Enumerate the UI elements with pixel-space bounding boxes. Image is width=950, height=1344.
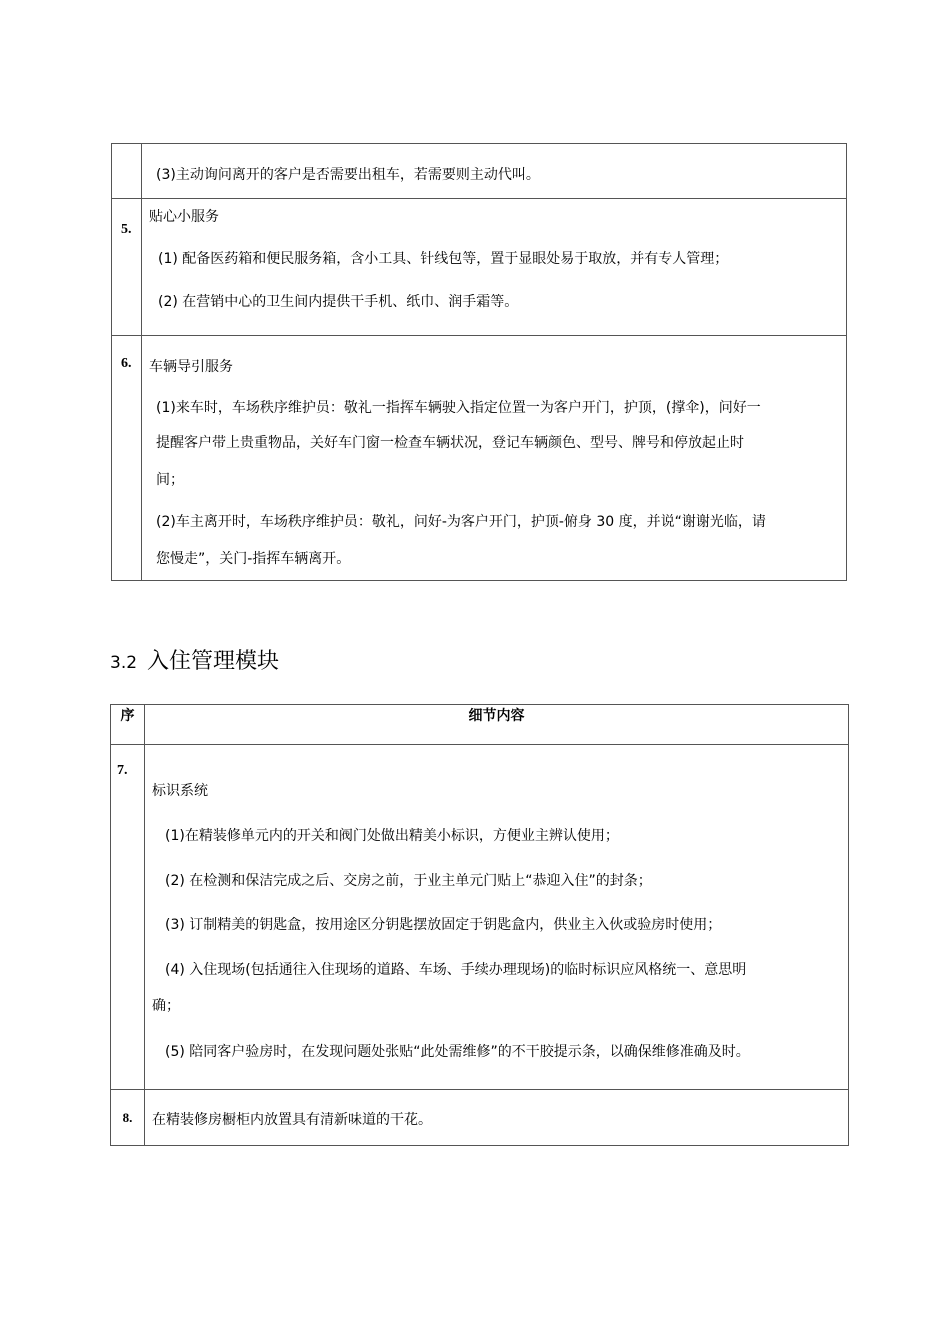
row-number [112,199,142,336]
content-line: (2)车主离开时，车场秩序维护员：敬礼，问好-为客户开门，护顶-俯身 30 度，并说“谢谢光临，请 [156,514,766,530]
row-number: 8. [111,1090,145,1146]
row-content [145,745,849,1090]
table-row [111,1090,849,1146]
row-content [142,199,847,336]
row-number [112,336,142,581]
section-heading [110,644,279,675]
content-line: 提醒客户带上贵重物品，关好车门窗一检查车辆状况，登记车辆颜色、型号、牌号和停放起止时 [156,435,744,451]
row-title: 标识系统 [152,783,208,799]
row-content [142,144,847,199]
row-content [145,1090,849,1146]
column-header-content: 细节内容 [145,705,849,745]
content-line: (1)在精装修单元内的开关和阀门处做出精美小标识，方便业主辨认使用； [165,828,619,844]
row-number-text: 5. [121,222,132,237]
check-in-table [110,704,849,1146]
content-line: (2) 在检测和保洁完成之后、交房之前，于业主单元门贴上“恭迎入住”的封条； [165,873,652,889]
content-line: 在精装修房橱柜内放置具有清新味道的干花。 [152,1112,432,1128]
row-content [142,336,847,581]
table-row [111,745,849,1090]
row-number [111,745,145,1090]
content-line: 间； [156,472,184,488]
section-number: 3.2 [110,653,138,673]
service-table [111,143,847,581]
table-row [112,144,847,199]
table-row [112,336,847,581]
content-line: 确； [152,998,180,1014]
content-line: (1) 配备医药箱和便民服务箱，含小工具、针线包等，置于显眼处易于取放，并有专人管理； [158,251,729,267]
content-line: (5) 陪同客户验房时，在发现问题处张贴“此处需维修”的不干胶提示条，以确保维修准确及时。 [165,1044,750,1060]
column-header-number: 序 [111,705,145,745]
row-number-text: 7. [117,763,128,778]
content-line: (4) 入住现场(包括通往入住现场的道路、车场、手续办理现场)的临时标识应风格统一、意思明 [165,962,747,978]
row-number [112,144,142,199]
content-line: (2) 在营销中心的卫生间内提供干手机、纸巾、润手霜等。 [158,294,519,310]
content-line: (3)主动询问离开的客户是否需要出租车，若需要则主动代叫。 [156,167,540,183]
row-number-text: 6. [121,356,132,371]
table-row [112,199,847,336]
row-title: 车辆导引服务 [149,359,233,375]
content-line: (1)来车时，车场秩序维护员：敬礼一指挥车辆驶入指定位置一为客户开门，护顶，(撑伞)，问好一 [156,400,761,416]
row-title: 贴心小服务 [149,209,219,225]
section-title: 入住管理模块 [147,649,280,674]
content-line: (3) 订制精美的钥匙盒，按用途区分钥匙摆放固定于钥匙盒内，供业主入伙或验房时使用； [165,917,722,933]
table-header-row [111,705,849,745]
content-line: 您慢走”，关门-指挥车辆离开。 [156,551,351,567]
